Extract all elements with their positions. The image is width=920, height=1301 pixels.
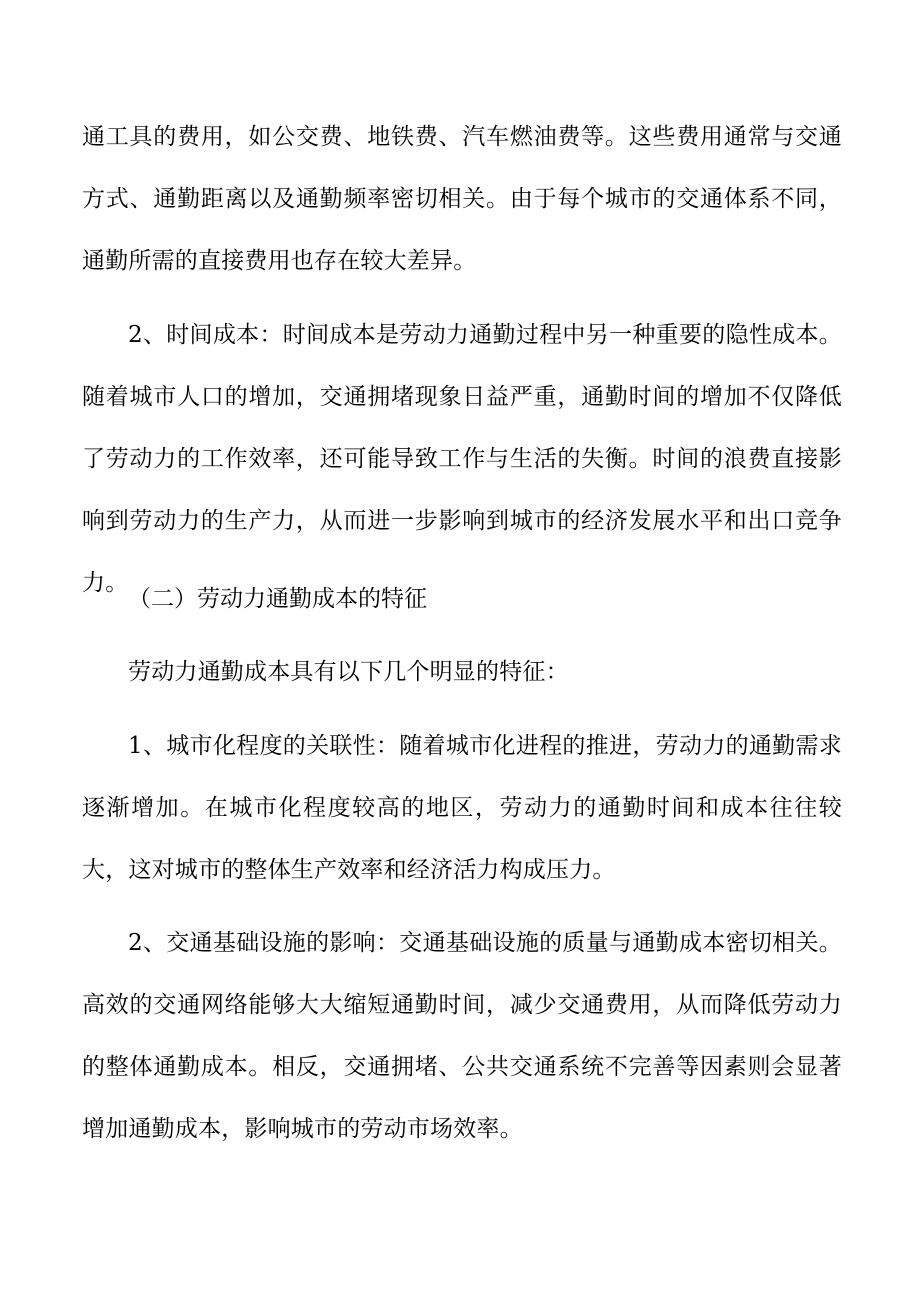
paragraph-infrastructure: 2、交通基础设施的影响：交通基础设施的质量与通勤成本密切相关。高效的交通网络能够大大缩短通勤时间，减少交通费用，从而降低劳动力的整体通勤成本。相反，交通拥堵、公共交通系统不完善等因素则会显著增加通勤成本，影响城市的劳动市场效率。 — [82, 930, 842, 1142]
section-heading-characteristics: （二）劳动力通勤成本的特征 — [128, 586, 427, 612]
paragraph-time-cost: 2、时间成本：时间成本是劳动力通勤过程中另一种重要的隐性成本。随着城市人口的增加，交通拥堵现象日益严重，通勤时间的增加不仅降低了劳动力的工作效率，还可能导致工作与生活的失衡。时间的浪费直接影响到劳动力的生产力，从而进一步影响到城市的经济发展水平和出口竞争力。 — [82, 322, 842, 596]
paragraph-urbanization: 1、城市化程度的关联性：随着城市化进程的推进，劳动力的通勤需求逐渐增加。在城市化程度较高的地区，劳动力的通勤时间和成本往往较大，这对城市的整体生产效率和经济活力构成压力。 — [82, 733, 842, 883]
paragraph-characteristics-intro: 劳动力通勤成本具有以下几个明显的特征： — [128, 659, 569, 685]
paragraph-direct-cost-continued: 通工具的费用，如公交费、地铁费、汽车燃油费等。这些费用通常与交通方式、通勤距离以及通勤频率密切相关。由于每个城市的交通体系不同，通勤所需的直接费用也存在较大差异。 — [82, 124, 842, 274]
